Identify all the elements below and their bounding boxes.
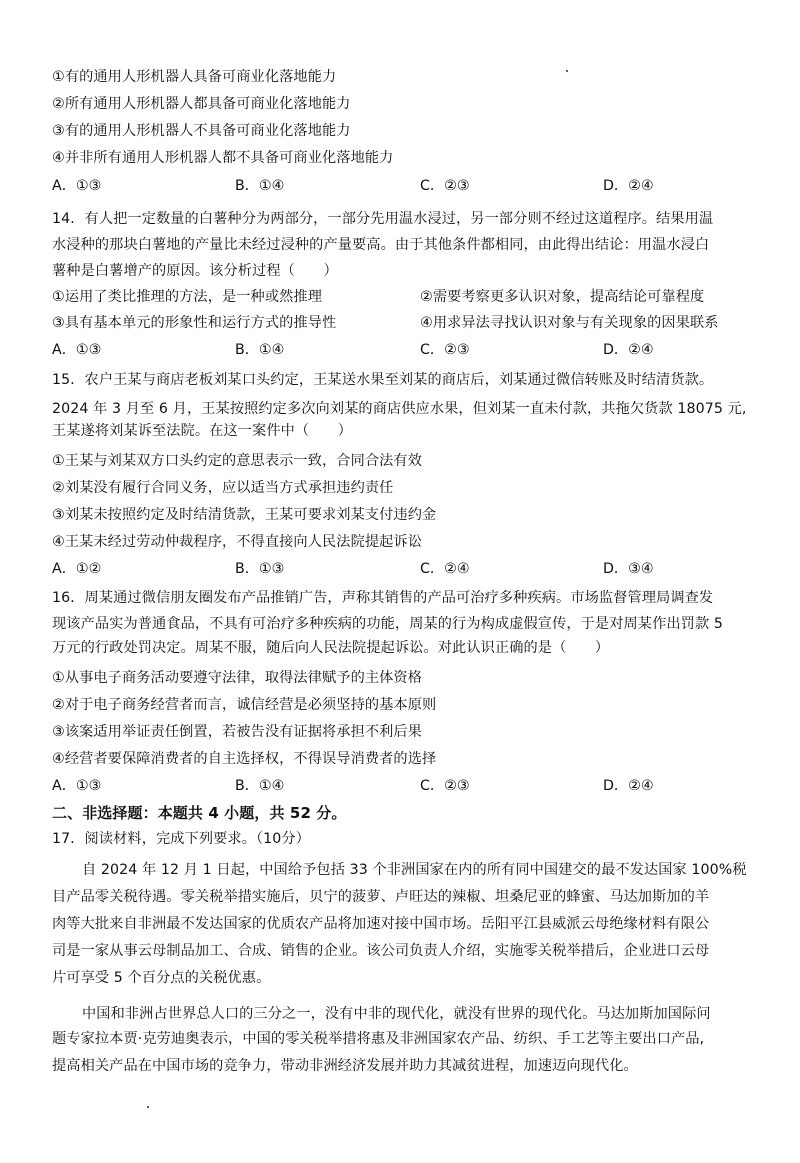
q14-item-1: ①运用了类比推理的方法，是一种或然推理 (52, 289, 322, 305)
q16-option-d[interactable]: D．②④ (603, 778, 654, 794)
q13-item-3: ③有的通用人形机器人不具备可商业化落地能力 (52, 123, 351, 139)
q17-para2-line-1: 中国和非洲占世界总人口的三分之一，没有中非的现代化，就没有世界的现代化。马达加斯加国际问 (82, 1006, 711, 1022)
q15-item-4: ④王某未经过劳动仲裁程序，不得直接向人民法院提起诉讼 (52, 534, 423, 550)
q16-item-3: ③该案适用举证责任倒置，若被告没有证据将承担不利后果 (52, 724, 423, 740)
q14-options (52, 337, 772, 363)
q13-item-2: ②所有通用人形机器人都具备可商业化落地能力 (52, 96, 351, 112)
q16-item-4: ④经营者要保障消费者的自主选择权，不得误导消费者的选择 (52, 751, 437, 767)
q16-stem-line-1: 16．周某通过微信朋友圈发布产品推销广告，声称其销售的产品可治疗多种疾病。市场监督管理局调查发 (52, 590, 714, 606)
q16-item-1: ①从事电子商务活动要遵守法律，取得法律赋予的主体资格 (52, 670, 423, 686)
q15-stem-line-2: 2024 年 3 月至 6 月，王某按照约定多次向刘某的商店供应水果，但刘某一直未付款，共拖欠货款 18075 元, (52, 401, 747, 417)
q17-para1-line-3: 肉等大批来自非洲最不发达国家的优质农产品将加速对接中国市场。岳阳平江县威派云母绝缘材料有限公 (52, 916, 710, 932)
q14-option-d[interactable]: D．②④ (603, 342, 654, 358)
q15-item-1: ①王某与刘某双方口头约定的意思表示一致，合同合法有效 (52, 453, 423, 469)
q16-option-b[interactable]: B．①④ (235, 778, 285, 794)
q16-option-c[interactable]: C．②③ (420, 778, 470, 794)
q15-stem-line-1: 15．农户王某与商店老板刘某口头约定，王某送水果至刘某的商店后，刘某通过微信转账及时结清货款。 (52, 372, 714, 388)
q15-stem-line-3: 王某遂将刘某诉至法院。在这一案件中（ ） (52, 423, 353, 439)
q15-option-c[interactable]: C．②④ (420, 561, 470, 577)
q16-option-a[interactable]: A．①③ (52, 778, 102, 794)
q14-item-2: ②需要考察更多认识对象，提高结论可靠程度 (420, 289, 705, 305)
q15-option-b[interactable]: B．①③ (235, 561, 285, 577)
q17-para1-line-5: 片可享受 5 个百分点的关税优惠。 (52, 970, 271, 986)
q17-para1-line-2: 目产品零关税待遇。零关税举措实施后，贝宁的菠萝、卢旺达的辣椒、坦桑尼亚的蜂蜜、马达加斯加的羊 (52, 889, 710, 905)
q13-item-4: ④并非所有通用人形机器人都不具备可商业化落地能力 (52, 150, 394, 166)
q14-option-b[interactable]: B．①④ (235, 342, 285, 358)
q17-para2-line-3: 提高相关产品在中国市场的竞争力，带动非洲经济发展并助力其减贫进程，加速迈向现代化。 (52, 1058, 638, 1074)
q13-option-c[interactable]: C．②③ (420, 178, 470, 194)
q15-options (52, 556, 772, 582)
q15-item-3: ③刘某未按照约定及时结清货款，王某可要求刘某支付违约金 (52, 507, 437, 523)
q13-item-1: ①有的通用人形机器人具备可商业化落地能力 (52, 69, 337, 85)
q14-item-4: ④用求异法寻找认识对象与有关现象的因果联系 (420, 315, 719, 331)
q16-item-2: ②对于电子商务经营者而言，诚信经营是必须坚持的基本原则 (52, 697, 437, 713)
q14-stem-line-1: 14．有人把一定数量的白薯种分为两部分，一部分先用温水浸过，另一部分则不经过这道程序。结果用温 (52, 211, 714, 227)
q14-item-3: ③具有基本单元的形象性和运行方式的推导性 (52, 315, 337, 331)
q15-item-2: ②刘某没有履行合同义务，应以适当方式承担违约责任 (52, 480, 394, 496)
q13-option-a[interactable]: A．①③ (52, 178, 102, 194)
q13-option-b[interactable]: B．①④ (235, 178, 285, 194)
q16-stem-line-2: 现该产品实为普通食品，不具有可治疗多种疾病的功能，周某的行为构成虚假宣传，于是对周某作出罚款 5 (52, 616, 723, 632)
q17-para1-line-1: 自 2024 年 12 月 1 日起，中国给予包括 33 个非洲国家在内的所有同中国建交的最不发达国家 100%税 (82, 862, 747, 878)
q16-options (52, 773, 772, 799)
q17-para2-line-2: 题专家拉本贾·克劳迪奥表示，中国的零关税举措将惠及非洲国家农产品、纺织、手工艺等主要出口产品, (52, 1031, 705, 1047)
q14-stem-line-3: 薯种是白薯增产的原因。该分析过程（ ） (52, 263, 338, 279)
q17-para1-line-4: 司是一家从事云母制品加工、合成、销售的企业。该公司负责人介绍，实施零关税举措后，企业进口云母 (52, 943, 710, 959)
q14-option-a[interactable]: A．①③ (52, 342, 102, 358)
q13-options (52, 173, 772, 199)
q15-option-d[interactable]: D．③④ (603, 561, 654, 577)
q13-option-d[interactable]: D．②④ (603, 178, 654, 194)
section-2-heading: 二、非选择题：本题共 4 小题，共 52 分。 (52, 804, 347, 822)
scan-speck (147, 1106, 149, 1108)
q15-option-a[interactable]: A．①② (52, 561, 102, 577)
q17-title: 17．阅读材料，完成下列要求。（10分） (52, 831, 311, 847)
q14-option-c[interactable]: C．②③ (420, 342, 470, 358)
q14-stem-line-2: 水浸种的那块白薯地的产量比未经过浸种的产量要高。由于其他条件都相同，由此得出结论：用温水浸白 (52, 237, 710, 253)
q16-stem-line-3: 万元的行政处罚决定。周某不服，随后向人民法院提起诉讼。对此认识正确的是（ ） (52, 640, 610, 656)
